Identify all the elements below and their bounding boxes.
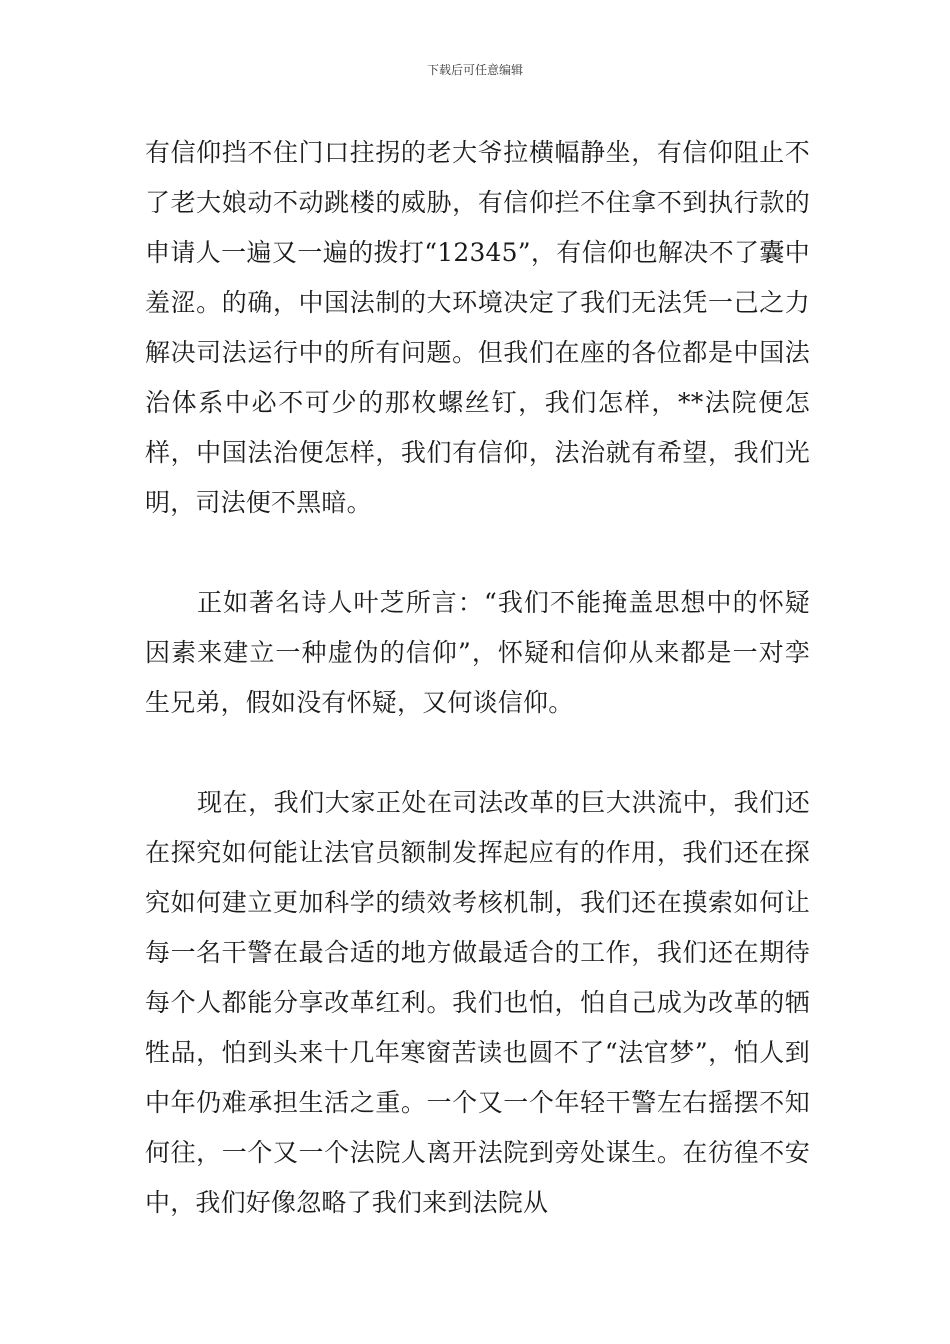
paragraph-1: 有信仰挡不住门口拄拐的老大爷拉横幅静坐，有信仰阻止不了老大娘动不动跳楼的威胁，有信仰拦不住拿不到执行款的申请人一遍又一遍的拨打“12345”，有信仰也解决不了囊中羞涩。的确，中国法制的大环境决定了我们无法凭一己之力解决司法运行中的所有问题。但我们在座的各位都是中国法治体系中必不可少的那枚螺丝钉，我们怎样，**法院便怎样，中国法治便怎样，我们有信仰，法治就有希望，我们光明，司法便不黑暗。 xyxy=(145,138,810,517)
paragraph-spacer xyxy=(145,528,810,578)
paragraph-spacer xyxy=(145,728,810,778)
page-header: 下载后可任意编辑 xyxy=(426,63,523,77)
paragraph-2: 正如著名诗人叶芝所言：“我们不能掩盖思想中的怀疑因素来建立一种虚伪的信仰”，怀疑和信仰从来都是一对孪生兄弟，假如没有怀疑，又何谈信仰。 xyxy=(145,588,810,717)
document-body xyxy=(145,128,810,1228)
paragraph-3: 现在，我们大家正处在司法改革的巨大洪流中，我们还在探究如何能让法官员额制发挥起应有的作用，我们还在探究如何建立更加科学的绩效考核机制，我们还在摸索如何让每一名干警在最合适的地方做最适合的工作，我们还在期待每个人都能分享改革红利。我们也怕，怕自己成为改革的牺牲品，怕到头来十几年寒窗苦读也圆不了“法官梦”，怕人到中年仍难承担生活之重。一个又一个年轻干警左右摇摆不知何往，一个又一个法院人离开法院到旁处谋生。在彷徨不安中，我们好像忽略了我们来到法院从 xyxy=(145,788,810,1217)
